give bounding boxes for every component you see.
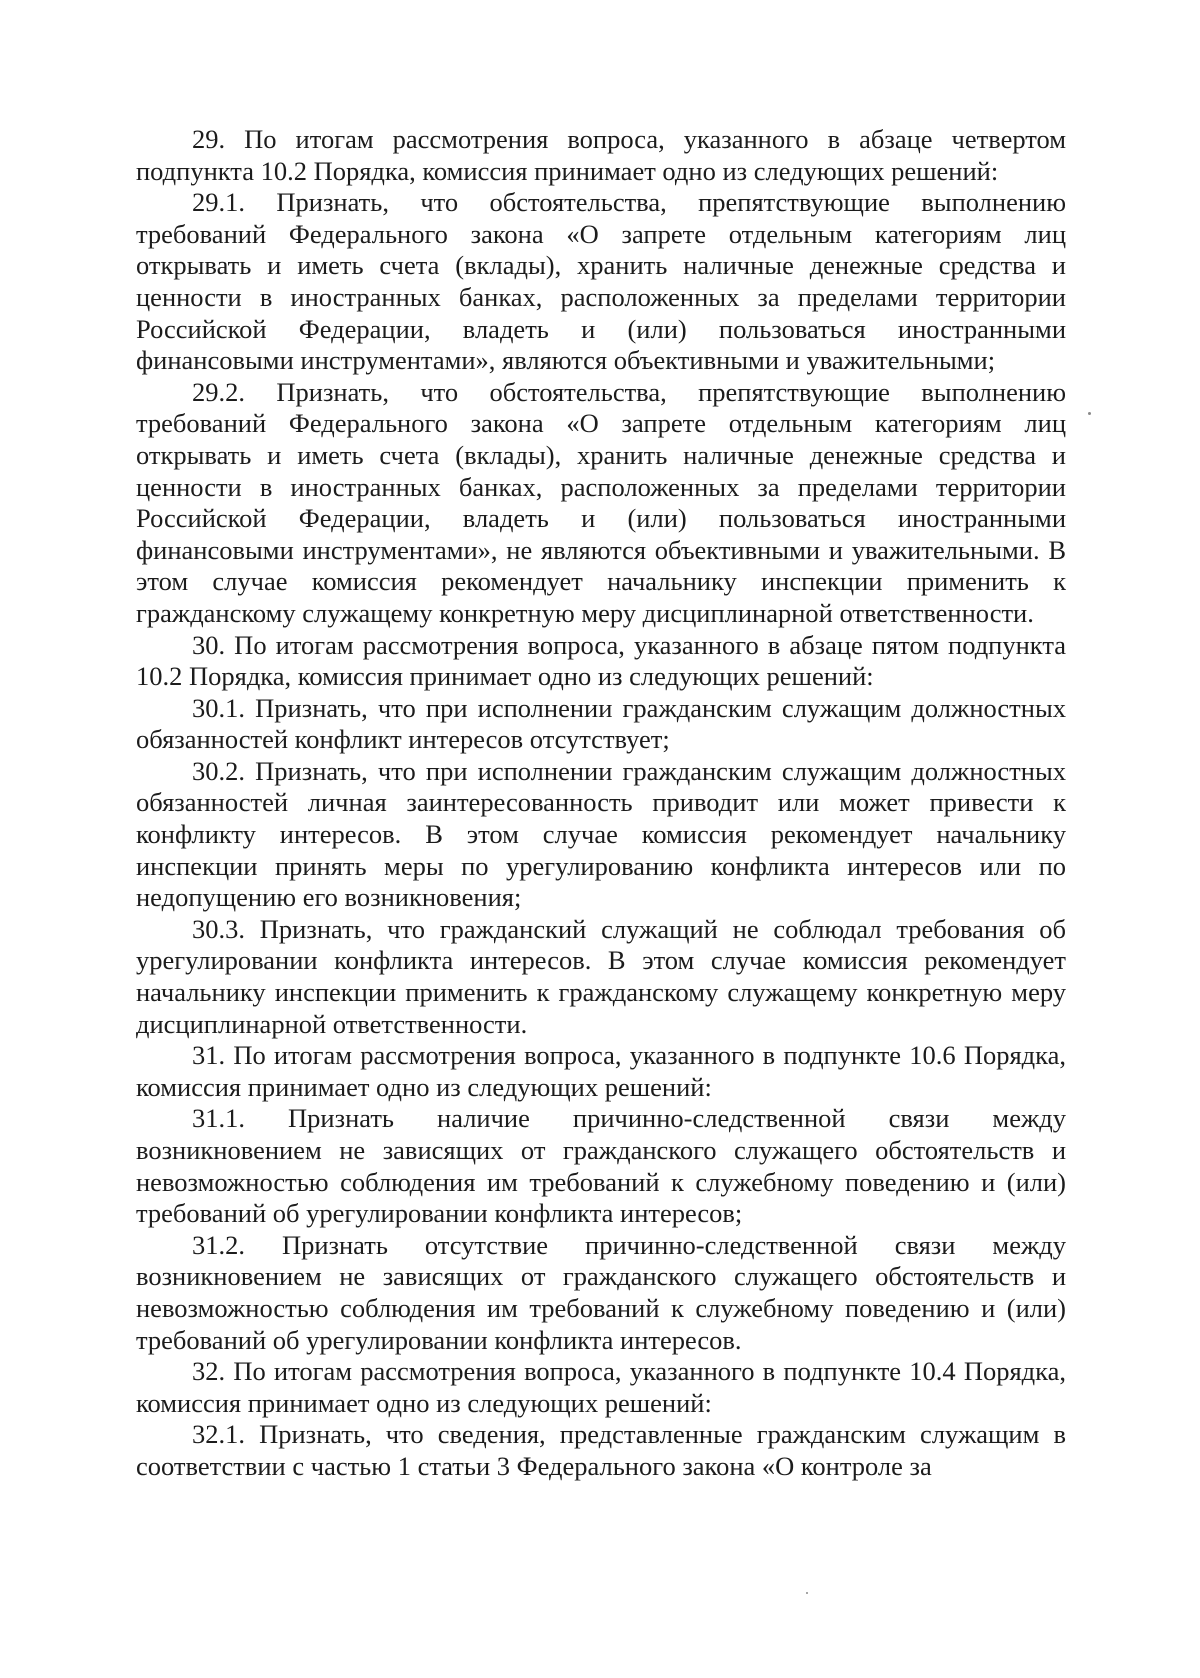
paragraph-31-1: 31.1. Признать наличие причинно-следственной связи между возникновением не зависящих от гражданского служащего обстоятельств и невозможностью соблюдения им требований к служебному поведению и (или) требований об урегулировании конфликта интересов; [136, 1103, 1066, 1229]
scan-speck [806, 1592, 808, 1594]
paragraph-30-1: 30.1. Признать, что при исполнении гражданским служащим должностных обязанностей конфликт интересов отсутствует; [136, 692, 1066, 755]
paragraph-30-2: 30.2. Признать, что при исполнении гражданским служащим должностных обязанностей личная заинтересованность приводит или может привести к конфликту интересов. В этом случае комиссия рекомендует начальнику инспекции принять меры по урегулированию конфликта интересов или по недопущению его возникновения; [136, 755, 1066, 913]
paragraph-29-1: 29.1. Признать, что обстоятельства, препятствующие выполнению требований Федерального закона «О запрете отдельным категориям лиц открывать и иметь счета (вклады), хранить наличные денежные средства и ценности в иностранных банках, расположенных за пределами территории Российской Федерации, владеть и (или) пользоваться иностранными финансовыми инструментами», являются объективными и уважительными; [136, 187, 1066, 376]
paragraph-29-2: 29.2. Признать, что обстоятельства, препятствующие выполнению требований Федерального закона «О запрете отдельным категориям лиц открывать и иметь счета (вклады), хранить наличные денежные средства и ценности в иностранных банках, расположенных за пределами территории Российской Федерации, владеть и (или) пользоваться иностранными финансовыми инструментами», не являются объективными и уважительными. В этом случае комиссия рекомендует начальнику инспекции применить к гражданскому служащему конкретную меру дисциплинарной ответственности. [136, 376, 1066, 628]
paragraph-30: 30. По итогам рассмотрения вопроса, указанного в абзаце пятом подпункта 10.2 Порядка, комиссия принимает одно из следующих решений: [136, 629, 1066, 692]
paragraph-32: 32. По итогам рассмотрения вопроса, указанного в подпункте 10.4 Порядка, комиссия принимает одно из следующих решений: [136, 1356, 1066, 1418]
paragraph-31: 31. По итогам рассмотрения вопроса, указанного в подпункте 10.6 Порядка, комиссия принимает одно из следующих решений: [136, 1040, 1066, 1102]
paragraph-29: 29. По итогам рассмотрения вопроса, указанного в абзаце четвертом подпункта 10.2 Порядка, комиссия принимает одно из следующих решений: [136, 124, 1066, 186]
paragraph-31-2: 31.2. Признать отсутствие причинно-следственной связи между возникновением не зависящих от гражданского служащего обстоятельств и невозможностью соблюдения им требований к служебному поведению и (или) требований об урегулировании конфликта интересов. [136, 1229, 1066, 1355]
document-body [136, 124, 1066, 1483]
paragraph-30-3: 30.3. Признать, что гражданский служащий не соблюдал требования об урегулировании конфликта интересов. В этом случае комиссия рекомендует начальнику инспекции применить к гражданскому служащему конкретную меру дисциплинарной ответственности. [136, 913, 1066, 1039]
paragraph-32-1: 32.1. Признать, что сведения, представленные гражданским служащим в соответствии с частью 1 статьи 3 Федерального закона «О контроле за [136, 1419, 1066, 1481]
scan-speck [1088, 412, 1091, 415]
